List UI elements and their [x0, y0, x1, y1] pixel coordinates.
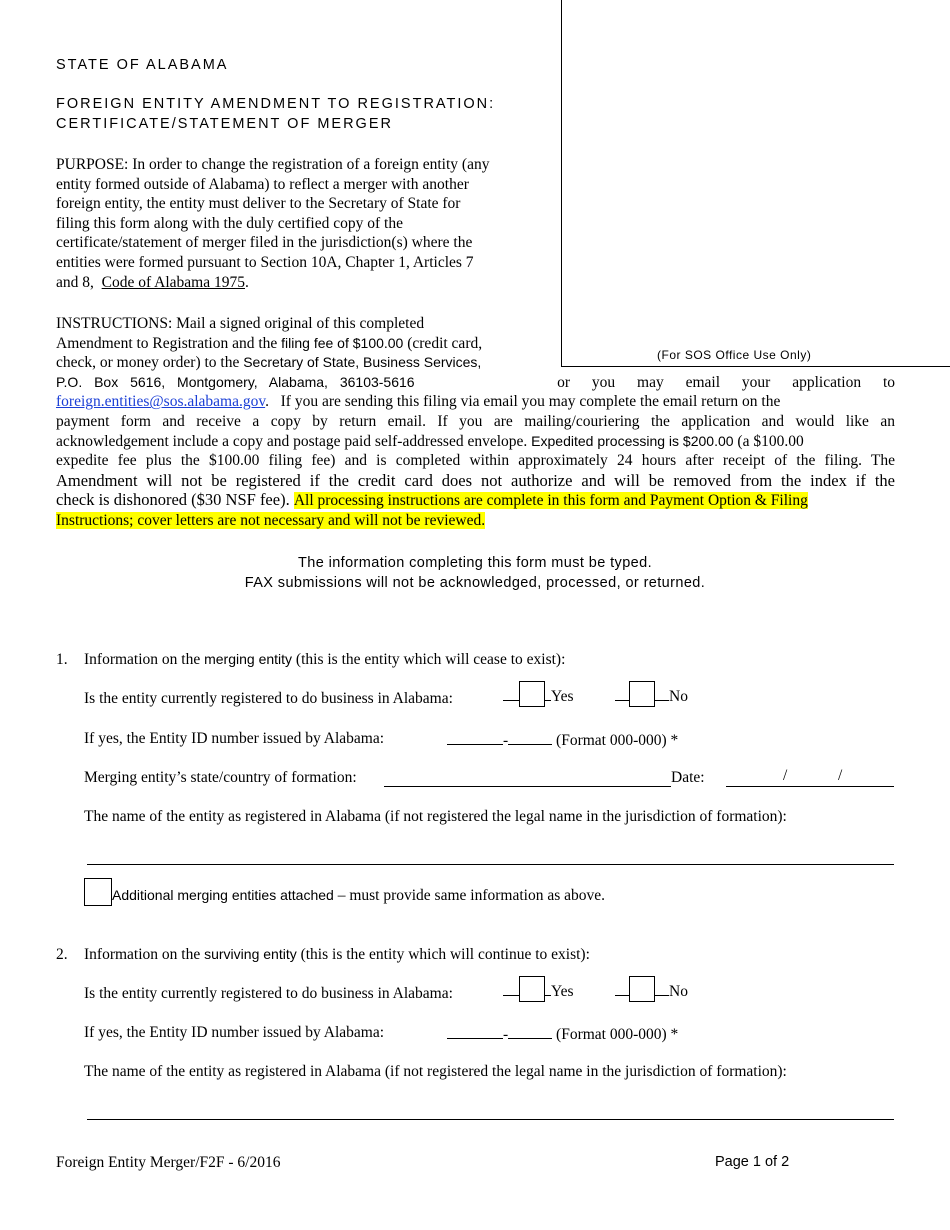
purpose-paragraph	[56, 155, 556, 292]
date-slash: /	[783, 767, 788, 784]
date-slash: /	[838, 767, 843, 784]
section2-name-question: The name of the entity as registered in Alabama (if not registered the legal name in the jurisdiction of formation):	[84, 1063, 787, 1080]
purpose-line: entities were formed pursuant to Section 10A, Chapter 1, Articles 7	[56, 253, 474, 271]
section2-yes-group	[503, 976, 574, 1002]
form-title-line1: FOREIGN ENTITY AMENDMENT TO REGISTRATION:	[56, 96, 496, 112]
purpose-line: certificate/statement of merger filed in the jurisdiction(s) where the	[56, 234, 473, 252]
section1-entity-id-field[interactable]: - (Format 000-000) *	[447, 730, 678, 750]
instructions-paragraph: INSTRUCTIONS: Mail a signed original of this completed Amendment to Registration and the filing fee of $100.00 (credit card, check, or money order) to the Secretary of State, Business Services, P.O. Box 5616, Montgomery, Alabama, 36103-5616 or you may email your application to foreign.entities@sos.alabama.gov. If you are sending this filing via email you may complete the email return on the payment form and receive a copy by return email. If you are mailing/couriering the application and would like an acknowledgement include a copy and postage paid self-addressed envelope. Expedited processing is $200.00 (a $100.00 expedite fee plus the $100.00 filing fee) and is completed within approximately 24 hours after receipt of the filing. The Amendment will not be registered if the credit card does not authorize and will be removed from the index if the check is dishonored ($30 NSF fee). All processing instructions are complete in this form and Payment Option & Filing Instructions; cover letters are not necessary and will not be reviewed.	[56, 315, 895, 529]
expedited-fee: Expedited processing is $200.00	[531, 432, 734, 449]
additional-entities-label: Additional merging entities attached	[112, 887, 334, 903]
state-heading: STATE OF ALABAMA	[56, 57, 229, 73]
section1-yes-label: Yes	[551, 688, 574, 705]
section2-no-label: No	[669, 983, 688, 1000]
section1-id-format: (Format 000-000) *	[556, 732, 679, 749]
section1-date-label: Date:	[671, 769, 705, 786]
form-title-line2: CERTIFICATE/STATEMENT OF MERGER	[56, 116, 393, 132]
sos-office-use-label: (For SOS Office Use Only)	[657, 348, 812, 362]
section2-yes-checkbox[interactable]	[519, 976, 545, 1002]
section1-yes-checkbox[interactable]	[519, 681, 545, 707]
additional-entities-checkbox[interactable]	[84, 878, 112, 906]
mailing-address: P.O. Box 5616, Montgomery, Alabama, 36103-5616	[56, 373, 415, 390]
section2-intro: Information on the surviving entity (this is the entity which will continue to exist):	[84, 946, 590, 963]
purpose-line: and 8, Code of Alabama 1975.	[56, 273, 249, 291]
highlighted-notice: All processing instructions are complete in this form and Payment Option & Filing	[293, 492, 808, 510]
filing-fee: filing fee of $100.00	[281, 334, 404, 351]
purpose-line: filing this form along with the duly certified copy of the	[56, 214, 403, 232]
purpose-line: foreign entity, the entity must deliver to the Secretary of State for	[56, 195, 461, 213]
highlighted-notice-cont: Instructions; cover letters are not necessary and will not be reviewed.	[56, 511, 486, 529]
email-link[interactable]: foreign.entities@sos.alabama.gov	[56, 393, 266, 411]
section2-entity-id-question: If yes, the Entity ID number issued by Alabama:	[84, 1024, 385, 1041]
mailing-recipient: Secretary of State, Business Services,	[243, 354, 482, 371]
section1-number: 1.	[56, 651, 68, 668]
section1-entity-id-question: If yes, the Entity ID number issued by Alabama:	[84, 730, 385, 747]
section2-entity-id-field[interactable]: - (Format 000-000) *	[447, 1024, 678, 1044]
section2-registered-question: Is the entity currently registered to do business in Alabama:	[84, 985, 453, 1002]
section1-id-part1[interactable]	[447, 730, 503, 745]
section2-name-field[interactable]	[87, 1119, 894, 1120]
footer-form-id: Foreign Entity Merger/F2F - 6/2016	[56, 1154, 281, 1171]
section2-id-format: (Format 000-000) *	[556, 1026, 679, 1043]
typed-notice: The information completing this form must be typed. FAX submissions will not be acknowledged, processed, or returned.	[244, 555, 706, 591]
section2-yes-label: Yes	[551, 983, 574, 1000]
code-of-alabama-reference: Code of Alabama 1975	[101, 273, 245, 291]
section1-state-field[interactable]	[384, 786, 671, 787]
section2-number: 2.	[56, 946, 68, 963]
section1-additional-row: Additional merging entities attached – must provide same information as above.	[84, 878, 605, 906]
section1-date-field[interactable]	[726, 786, 894, 787]
section1-yes-group	[503, 681, 574, 707]
footer-page-number: Page 1 of 2	[715, 1154, 790, 1170]
section2-no-checkbox[interactable]	[629, 976, 655, 1002]
section2-id-part2[interactable]	[508, 1024, 552, 1039]
section1-state-question: Merging entity’s state/country of formation:	[84, 769, 357, 786]
section1-intro: Information on the merging entity (this is the entity which will cease to exist):	[84, 651, 566, 668]
section1-name-field[interactable]	[87, 864, 894, 865]
purpose-line: entity formed outside of Alabama) to reflect a merger with another	[56, 175, 469, 193]
section1-registered-question: Is the entity currently registered to do business in Alabama:	[84, 690, 453, 707]
section1-no-label: No	[669, 688, 688, 705]
section2-id-part1[interactable]	[447, 1024, 503, 1039]
section1-no-checkbox[interactable]	[629, 681, 655, 707]
purpose-line: PURPOSE: In order to change the registration of a foreign entity (any	[56, 156, 490, 173]
sos-box-left-border	[561, 0, 562, 366]
section2-no-group	[615, 976, 688, 1002]
section1-id-part2[interactable]	[508, 730, 552, 745]
section1-name-question: The name of the entity as registered in Alabama (if not registered the legal name in the jurisdiction of formation):	[84, 808, 787, 825]
section1-no-group	[615, 681, 688, 707]
